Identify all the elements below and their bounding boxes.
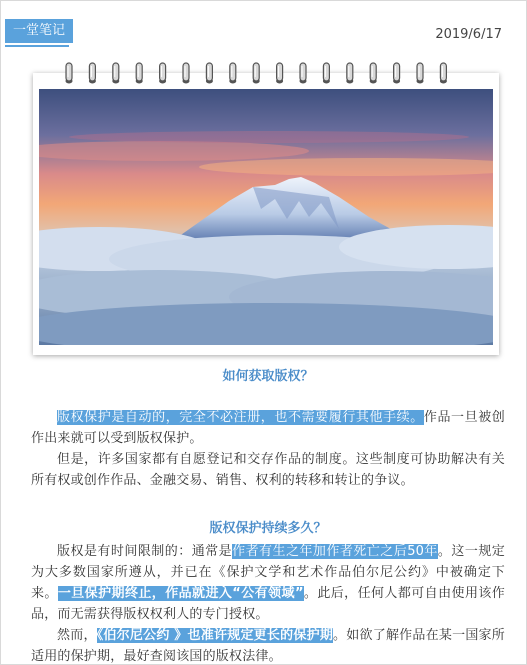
section2-paragraph-1: 版权是有时间限制的：通常是作者有生之年加作者死亡之后50年。这一规定为大多数国家所遵从，并已在《保护文学和艺术作品伯尔尼公约》中被确定下来。一旦保护期终止，作品就进入“公有领域”。此后，任何人都可自由使用该作品，而无需获得版权权利人的专门授权。: [31, 544, 505, 622]
section1-paragraph-2: 但是，许多国家都有自愿登记和交存作品的制度。这些制度可协助解决有关所有权或创作作品、金融交易、销售、权利的转移和转让的争议。: [31, 452, 505, 488]
binder-ring: [159, 63, 166, 84]
binder-ring: [276, 63, 283, 84]
section1-paragraph-1: 版权保护是自动的，完全不必注册，也不需要履行其他手续。作品一旦被创作出来就可以受到版权保护。: [31, 410, 505, 446]
section-heading-how-to-obtain: 如何获取版权？: [222, 369, 314, 384]
binder-ring: [229, 63, 236, 84]
binder-ring: [323, 63, 330, 84]
binder-ring: [136, 63, 143, 84]
highlight-text: 一旦保护期终止，作品就进入“公有领域”: [57, 586, 304, 601]
binder-ring: [346, 63, 353, 84]
section2-paragraph-2: 然而，《伯尔尼公约 》也准许规定更长的保护期。如欲了解作品在某一国家所适用的保护期，最好查阅该国的版权法律。: [31, 628, 505, 664]
binder-rings: [33, 59, 499, 89]
binder-ring: [300, 63, 307, 84]
binder-ring: [112, 63, 119, 84]
binder-ring: [370, 63, 377, 84]
binder-ring: [393, 63, 400, 84]
highlight-text: 版权保护是自动的，完全不必注册，也不需要履行其他手续。: [57, 410, 424, 425]
highlight-text: 《伯尔尼公约 》也准许规定更长的保护期: [96, 628, 334, 643]
mountain-photo: [39, 89, 493, 345]
binder-ring: [417, 63, 424, 84]
mountain-sea-of-clouds-image: [39, 89, 493, 345]
binder-ring: [440, 63, 447, 84]
binder-ring: [183, 63, 190, 84]
binder-ring: [206, 63, 213, 84]
binder-ring: [66, 63, 73, 84]
note-content: [31, 365, 505, 665]
binder-ring: [89, 63, 96, 84]
note-date: 2019/6/17: [435, 27, 502, 42]
highlight-text: 作者有生之年加作者死亡之后50年: [232, 544, 438, 559]
section-heading-duration: 版权保护持续多久？: [209, 521, 327, 536]
note-tag: 一堂笔记: [5, 19, 73, 43]
binder-ring: [253, 63, 260, 84]
